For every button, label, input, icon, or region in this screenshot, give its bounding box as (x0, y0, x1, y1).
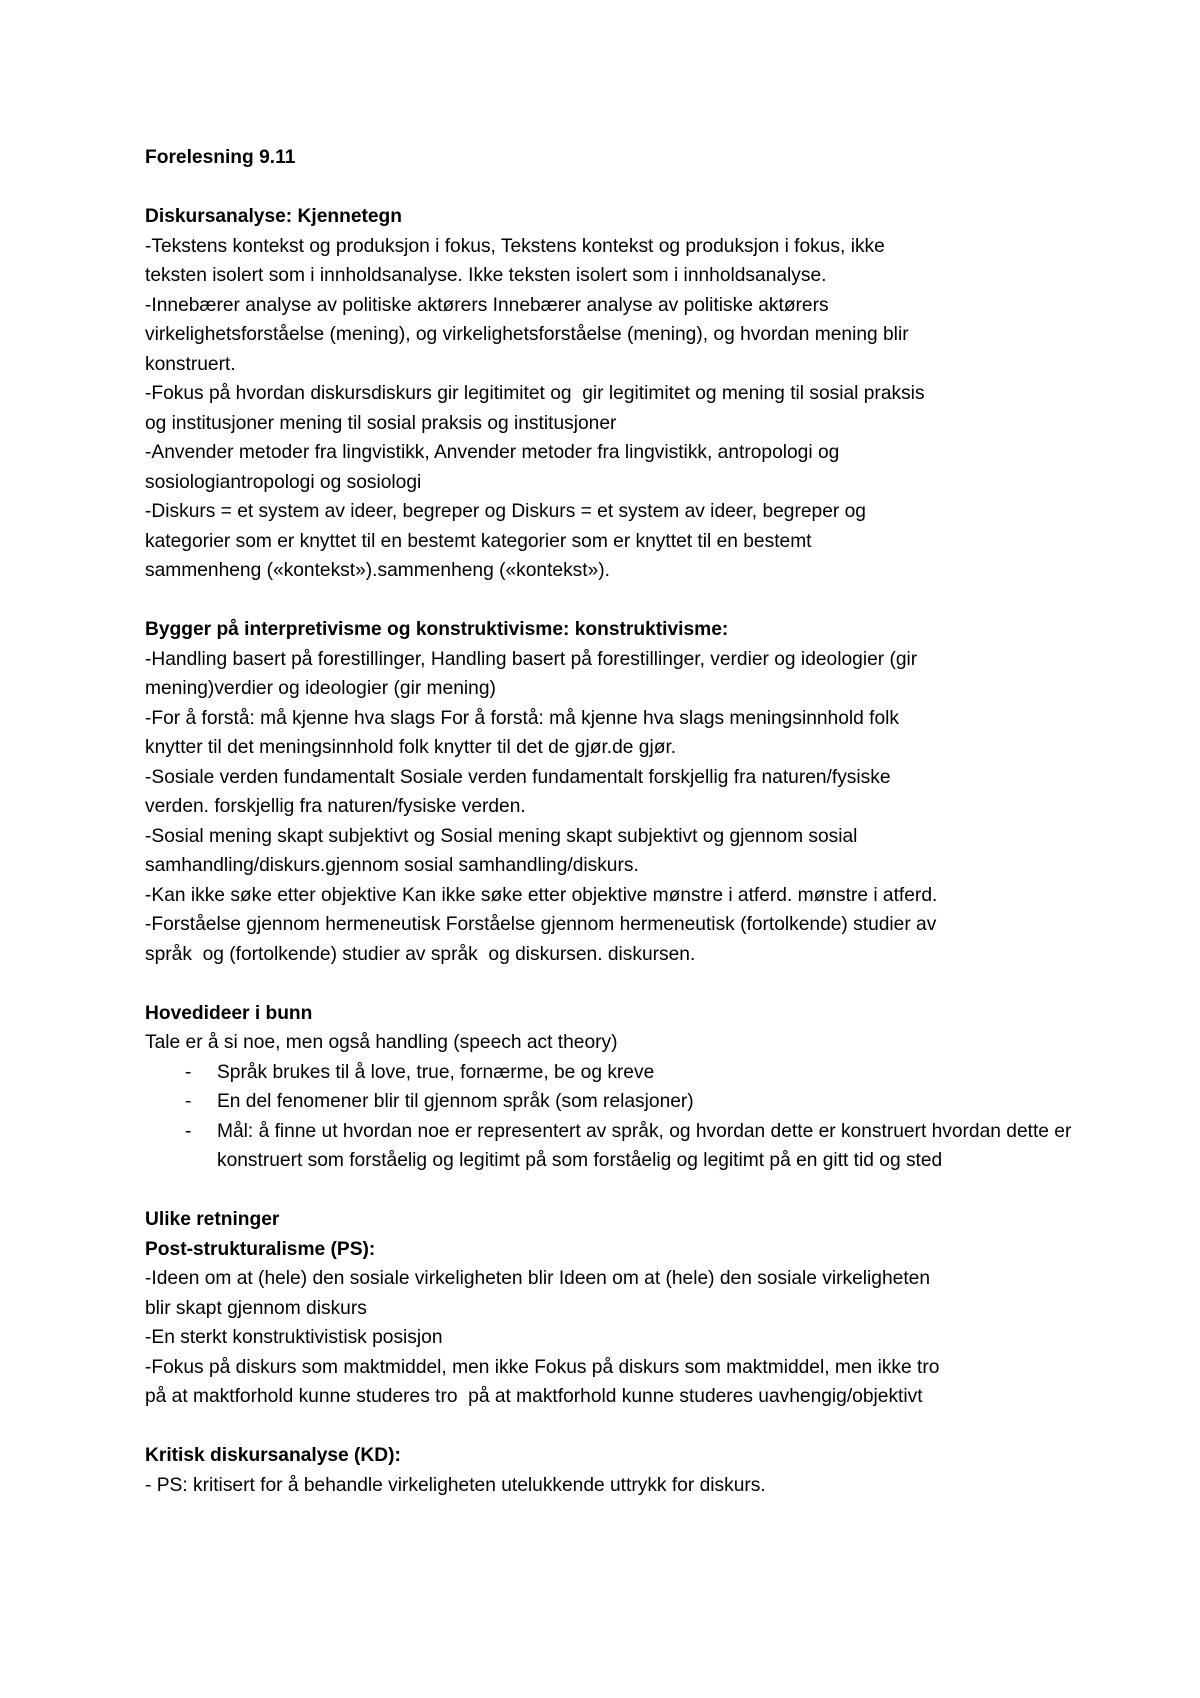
bullet-marker: - (185, 1120, 192, 1142)
text-line: mening)verdier og ideologier (gir mening) (145, 678, 496, 699)
subsection-heading-ps: Post-strukturalisme (PS): (145, 1238, 376, 1260)
text-line: knytter til det meningsinnhold folk knytter til det de gjør.de gjør. (145, 737, 677, 758)
section-heading-hovedideer: Hovedideer i bunn (145, 1002, 313, 1024)
text-line: -For å forstå: må kjenne hva slags For å forstå: må kjenne hva slags meningsinnhold folk (145, 707, 900, 729)
text-line: -Kan ikke søke etter objektive Kan ikke søke etter objektive mønstre i atferd. mønstre i atferd. (145, 884, 938, 906)
text-line: konstruert. (145, 353, 236, 375)
text-line: virkelighetsforståelse (mening), og virkelighetsforståelse (mening), og hvordan mening blir (145, 324, 909, 345)
spacer (145, 173, 1090, 203)
section-heading-kjennetegn: Diskursanalyse: Kjennetegn (145, 206, 402, 227)
text-line: -Tekstens kontekst og produksjon i fokus, Tekstens kontekst og produksjon i fokus, ikke (145, 235, 885, 257)
text-line: språk og (fortolkende) studier av språk og diskursen. diskursen. (145, 943, 696, 965)
section-heading-retninger: Ulike retninger (145, 1209, 280, 1230)
text-line: verden. forskjellig fra naturen/fysiske verden. (145, 796, 526, 817)
document-page (145, 143, 1090, 1500)
list-item (145, 1117, 1090, 1176)
section-intro: Tale er å si noe, men også handling (speech act theory) (145, 1032, 618, 1053)
list-item (145, 1087, 1090, 1117)
text-line: på at maktforhold kunne studeres tro på at maktforhold kunne studeres uavhengig/objektivt (145, 1386, 923, 1407)
bullet-marker: - (185, 1091, 192, 1112)
bullet-marker: - (185, 1061, 192, 1083)
text-line: sosiologiantropologi og sosiologi (145, 471, 422, 493)
bullet-list (145, 1058, 1090, 1176)
section-heading-bygger: Bygger på interpretivisme og konstruktivisme: konstruktivisme: (145, 619, 729, 640)
text-line: blir skapt gjennom diskurs (145, 1297, 367, 1319)
text-line: -Ideen om at (hele) den sosiale virkeligheten blir Ideen om at (hele) den sosiale virkeligheten (145, 1268, 930, 1289)
spacer (145, 969, 1090, 999)
list-item (145, 1058, 1090, 1088)
text-line: -En sterkt konstruktivistisk posisjon (145, 1327, 443, 1348)
document-title: Forelesning 9.11 (145, 147, 296, 168)
spacer (145, 586, 1090, 616)
text-line: samhandling/diskurs.gjennom sosial samhandling/diskurs. (145, 855, 639, 876)
text-line: -Forståelse gjennom hermeneutisk Forståelse gjennom hermeneutisk (fortolkende) studier av (145, 914, 937, 935)
text-line: -Sosial mening skapt subjektivt og Sosial mening skapt subjektivt og gjennom sosial (145, 825, 858, 847)
list-item-text: Språk brukes til å love, true, fornærme, be og kreve (217, 1061, 655, 1083)
section-heading-kritisk: Kritisk diskursanalyse (KD): (145, 1445, 401, 1466)
text-line: -Handling basert på forestillinger, Handling basert på forestillinger, verdier og ideologier (gir (145, 648, 918, 670)
text-line: -Diskurs = et system av ideer, begreper og Diskurs = et system av ideer, begreper og (145, 501, 866, 522)
list-item-text: Mål: å finne ut hvordan noe er representert av språk, og hvordan dette er konstruert hvordan dette er konstruert som forståelig og legitimt på som forståelig og legitimt på en gitt tid og sted (217, 1120, 1072, 1171)
text-line: - PS: kritisert for å behandle virkeligheten utelukkende uttrykk for diskurs. (145, 1474, 766, 1496)
text-line: kategorier som er knyttet til en bestemt kategorier som er knyttet til en bestemt (145, 530, 812, 552)
spacer (145, 1176, 1090, 1206)
text-line: -Innebærer analyse av politiske aktørers Innebærer analyse av politiske aktørers (145, 294, 829, 316)
spacer (145, 1412, 1090, 1442)
text-line: -Sosiale verden fundamentalt Sosiale verden fundamentalt forskjellig fra naturen/fysiske (145, 766, 891, 788)
text-line: og institusjoner mening til sosial praksis og institusjoner (145, 412, 617, 434)
text-line: sammenheng («kontekst»).sammenheng («kontekst»). (145, 560, 610, 581)
text-line: -Anvender metoder fra lingvistikk, Anvender metoder fra lingvistikk, antropologi og (145, 442, 840, 463)
list-item-text: En del fenomener blir til gjennom språk (som relasjoner) (217, 1091, 694, 1112)
text-line: -Fokus på diskurs som maktmiddel, men ikke Fokus på diskurs som maktmiddel, men ikke tro (145, 1356, 940, 1378)
text-line: -Fokus på hvordan diskursdiskurs gir legitimitet og gir legitimitet og mening til sosial praksis (145, 383, 925, 404)
text-line: teksten isolert som i innholdsanalyse. Ikke teksten isolert som i innholdsanalyse. (145, 265, 827, 286)
